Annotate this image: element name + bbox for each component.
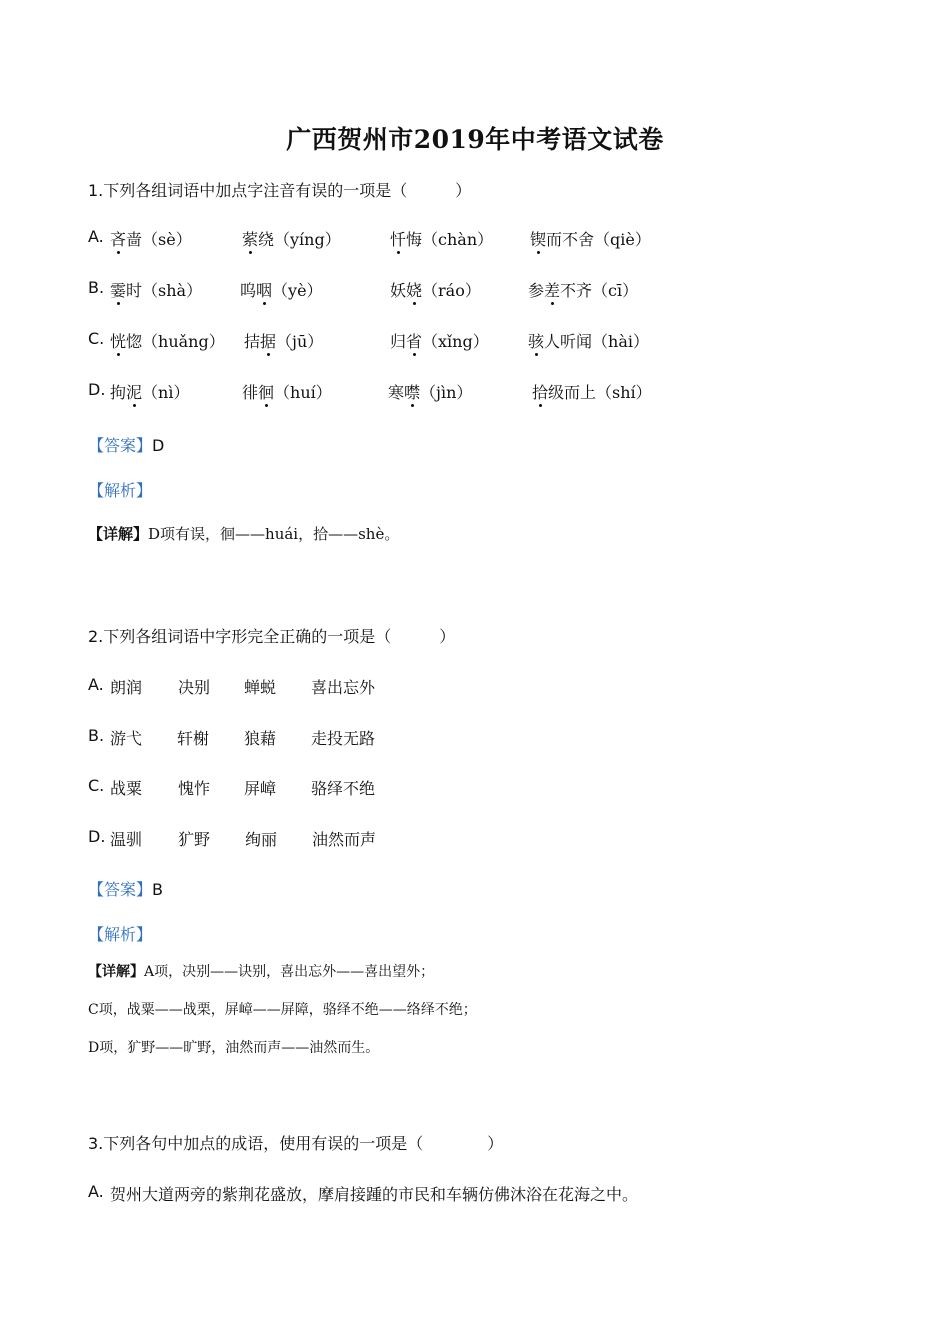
question-text: 下列各组词语中加点字注音有误的一项是（ ） [103, 181, 472, 200]
option-item: 朗润 [110, 678, 143, 697]
option-letter: B. [88, 726, 105, 745]
q1-option-d [88, 380, 652, 402]
q2-option-b [88, 726, 376, 748]
option-item: 愧怍 [178, 779, 211, 798]
q2-detail-line: C项，战粟——战栗，屏嶂——屏障，骆绎不绝——络绎不绝； [88, 1002, 477, 1018]
q2-option-d [88, 827, 377, 849]
option-item: 吝啬（sè） [110, 230, 192, 249]
question-number: 3. [88, 1134, 104, 1153]
option-item: 喜出忘外 [311, 678, 376, 697]
option-item: 参差不齐（cī） [528, 281, 639, 300]
question-text: 下列各句中加点的成语，使用有误的一项是（ ） [103, 1134, 504, 1153]
option-item: 妖娆（ráo） [390, 281, 481, 300]
option-letter: A. [88, 675, 104, 694]
detail-text: D项有误，徊——huái，拾——shè。 [148, 525, 400, 543]
option-item: 走投无路 [311, 729, 376, 748]
q2-option-a [88, 675, 376, 697]
option-letter: A. [88, 1182, 104, 1201]
option-item: 犷野 [178, 830, 211, 849]
page-title: 广西贺州市2019年中考语文试卷 [286, 125, 664, 154]
option-item: 锲而不舍（qiè） [530, 230, 651, 249]
q3-option-a [88, 1182, 639, 1204]
option-item: 拮据（jū） [244, 332, 324, 351]
option-item: 狼藉 [244, 729, 277, 748]
q1-detail [88, 523, 399, 544]
q2-detail-line: D项，犷野——旷野，油然而声——油然而生。 [88, 1040, 380, 1056]
option-letter: B. [88, 278, 105, 297]
option-item: 游弋 [110, 729, 143, 748]
option-item: 恍惚（huǎng） [110, 332, 225, 351]
option-item: 霎时（shà） [110, 281, 203, 300]
option-item: 拾级而上（shí） [532, 383, 652, 402]
option-text: 贺州大道两旁的紫荆花盛放，摩肩接踵的市民和车辆仿佛沐浴在花海之中。 [110, 1185, 639, 1204]
option-letter: C. [88, 329, 105, 348]
answer-value: B [152, 880, 163, 899]
q1-option-a [88, 227, 651, 249]
question-number: 1. [88, 181, 104, 200]
q2-analysis [88, 922, 152, 945]
option-item: 归省（xǐng） [390, 332, 489, 351]
option-item: 骆绎不绝 [311, 779, 376, 798]
option-item: 油然而声 [312, 830, 377, 849]
q2-answer [88, 877, 163, 900]
option-letter: C. [88, 776, 105, 795]
option-item: 拘泥（nì） [110, 383, 190, 402]
question-number: 2. [88, 627, 104, 646]
detail-tag: 【详解】 [88, 964, 144, 980]
option-item: 骇人听闻（hài） [528, 332, 649, 351]
option-item: 轩榭 [177, 729, 210, 748]
analysis-tag: 【解析】 [88, 925, 153, 944]
detail-tag: 【详解】 [88, 525, 149, 543]
option-item: 战粟 [110, 779, 143, 798]
option-item: 决别 [178, 678, 211, 697]
option-item: 屏嶂 [244, 779, 277, 798]
q1-option-c [88, 329, 649, 351]
option-item: 呜咽（yè） [240, 281, 323, 300]
answer-tag: 【答案】 [88, 436, 153, 455]
option-letter: D. [88, 827, 106, 846]
detail-text: A项，决别——诀别，喜出忘外——喜出望外； [144, 964, 435, 980]
analysis-tag: 【解析】 [88, 481, 153, 500]
answer-value: D [152, 436, 165, 455]
q1-analysis [88, 478, 152, 501]
option-item: 忏悔（chàn） [390, 230, 494, 249]
option-letter: D. [88, 380, 106, 399]
option-item: 绚丽 [245, 830, 278, 849]
option-letter: A. [88, 227, 104, 246]
question-3-stem [88, 1131, 503, 1154]
option-item: 徘徊（huí） [242, 383, 332, 402]
question-2-stem [88, 624, 455, 647]
question-1-stem [88, 178, 471, 201]
option-item: 蝉蜕 [244, 678, 277, 697]
option-item: 萦绕（yíng） [242, 230, 341, 249]
q1-answer [88, 433, 164, 456]
q1-option-b [88, 278, 639, 300]
option-item: 寒噤（jìn） [388, 383, 473, 402]
option-item: 温驯 [110, 830, 143, 849]
answer-tag: 【答案】 [88, 880, 153, 899]
q2-option-c [88, 776, 376, 798]
question-text: 下列各组词语中字形完全正确的一项是（ ） [103, 627, 456, 646]
q2-detail-line [88, 961, 434, 981]
